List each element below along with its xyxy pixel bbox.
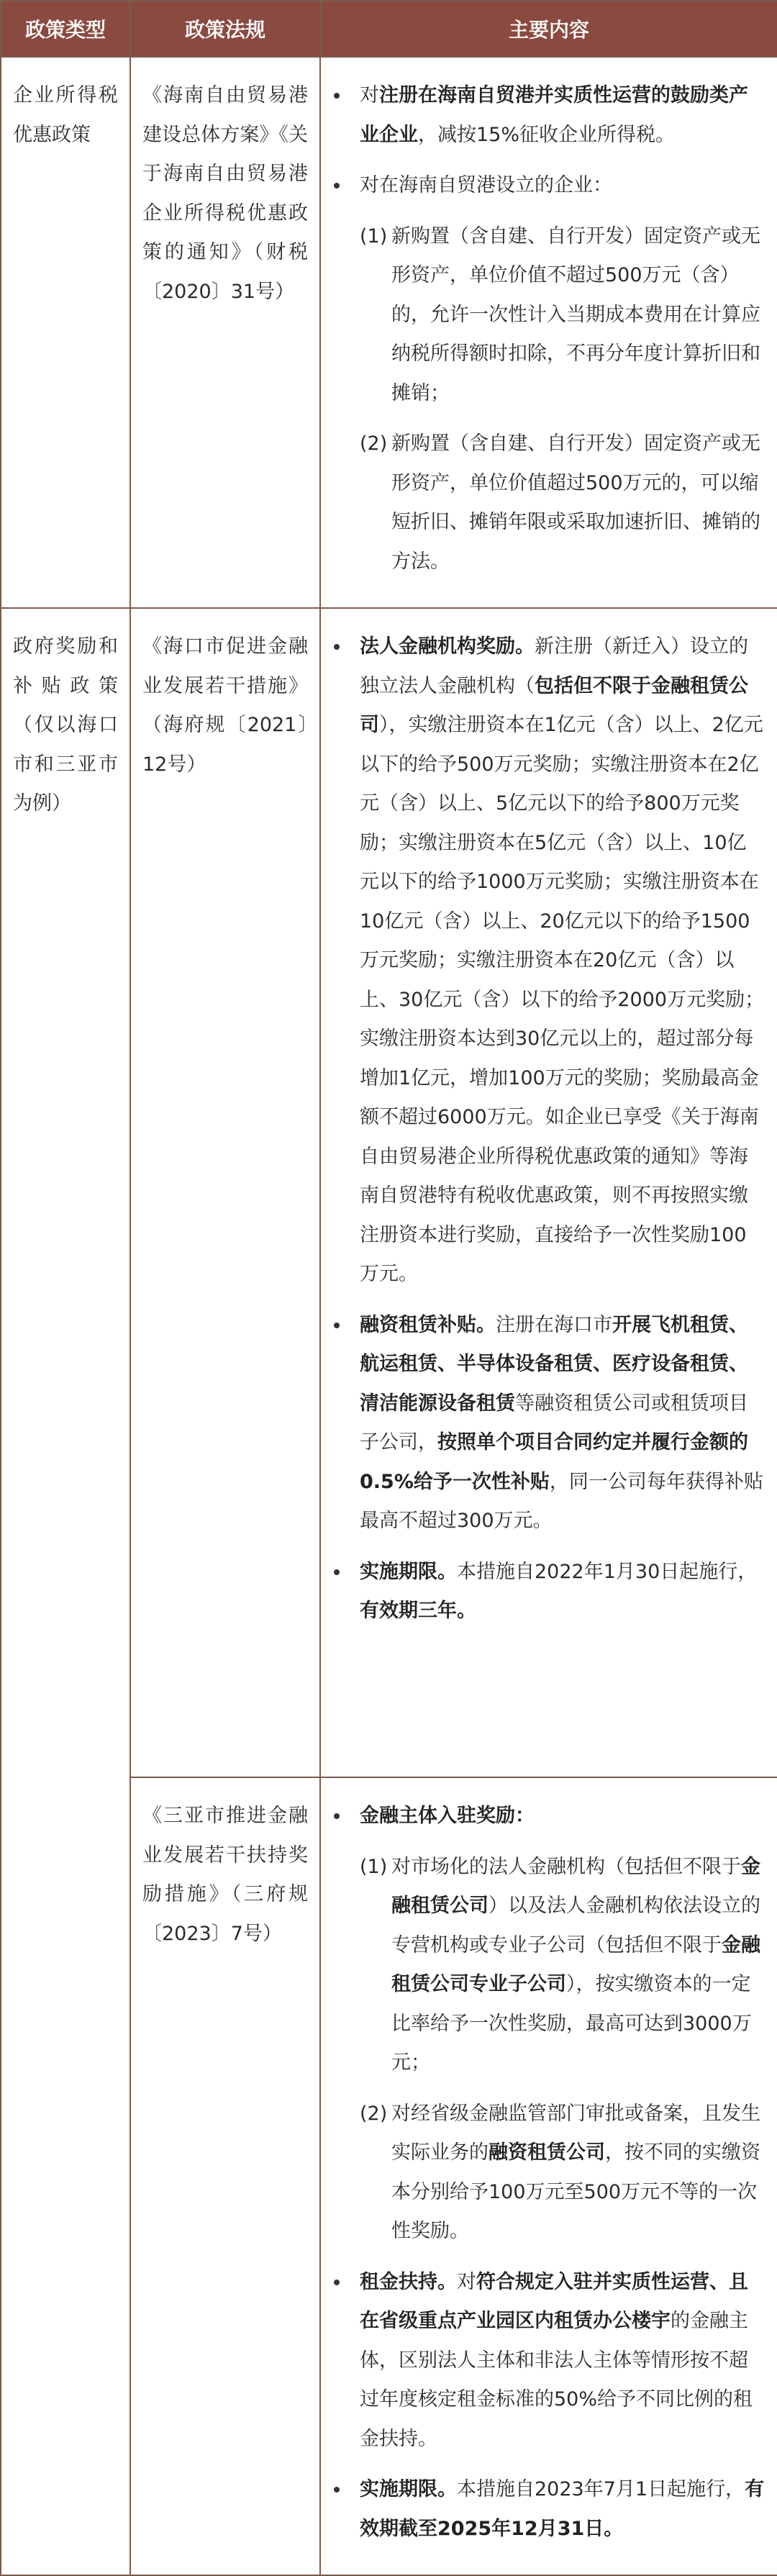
- policy-law-cell: 《海南自由贸易港建设总体方案》《关于海南自由贸易港企业所得税优惠政策的通知》（财税〔2020〕31号）: [130, 57, 320, 608]
- table-header-row: [1, 1, 777, 57]
- bullet-icon: [334, 1569, 340, 1575]
- policy-type-cell: 政府奖励和补贴政策（仅以海口市和三亚市为例）: [1, 608, 130, 2575]
- list-item: 对注册在海南自贸港并实质性运营的鼓励类产业企业，减按15%征收企业所得税。: [332, 76, 765, 155]
- list-item: 金融主体入驻奖励：: [332, 1797, 765, 1836]
- list-item: 租金扶持。对符合规定入驻并实质性运营、且在省级重点产业园区内租赁办公楼宇的金融主体，区别法人主体和非法人主体等情形按不超过年度核定租金标准的50%给予不同比例的租金扶持。: [332, 2263, 765, 2459]
- content-cell: [320, 57, 777, 608]
- header-policy-law: 政策法规: [130, 1, 320, 57]
- sub-list-item: (2) 对经省级金融监管部门审批或备案，且发生实际业务的融资租赁公司，按不同的实缴资本分别给予100万元至500万元不等的一次性奖励。: [360, 2102, 760, 2242]
- bullet-icon: [334, 1323, 340, 1328]
- policy-law-cell: 《三亚市推进金融业发展若干扶持奖励措施》（三府规〔2023〕7号）: [130, 1777, 320, 2575]
- list-item: 融资租赁补贴。注册在海口市开展飞机租赁、航运租赁、半导体设备租赁、医疗设备租赁、清洁能源设备租赁等融资租赁公司或租赁项目子公司，按照单个项目合同约定并履行金额的0.5%给予一次性补贴，同一公司每年获得补贴最高不超过300万元。: [332, 1306, 765, 1541]
- content-cell: [320, 1777, 777, 2575]
- bullet-icon: [334, 93, 340, 99]
- list-item: 法人金融机构奖励。新注册（新迁入）设立的独立法人金融机构（包括但不限于金融租赁公司），实缴注册资本在1亿元（含）以上、2亿元以下的给予500万元奖励；实缴注册资本在2亿元（含）以上、5亿元以下的给予800万元奖励；实缴注册资本在5亿元（含）以上、10亿元以下的给予1000万元奖励；实缴注册资本在10亿元（含）以上、20亿元以下的给予1500万元奖励；实缴注册资本在20亿元（含）以上、30亿元（含）以下的给予2000万元奖励；实缴注册资本达到30亿元以上的，超过部分每增加1亿元，增加100万元的奖励；奖励最高金额不超过6000万元。如企业已享受《关于海南自由贸易港企业所得税优惠政策的通知》等海南自贸港特有税收优惠政策，则不再按照实缴注册资本进行奖励，直接给予一次性奖励100万元。: [332, 627, 765, 1294]
- list-item: 对在海南自贸港设立的企业：: [332, 166, 765, 206]
- header-main-content: 主要内容: [320, 1, 777, 57]
- policy-law-cell: 《海口市促进金融业发展若干措施》（海府规〔2021〕12号）: [130, 608, 320, 1777]
- list-item: 实施期限。本措施自2023年7月1日起施行，有效期截至2025年12月31日。: [332, 2470, 765, 2549]
- sub-list-item: (1) 对市场化的法人金融机构（包括但不限于金融租赁公司）以及法人金融机构依法设立的专营机构或专业子公司（包括但不限于金融租赁公司专业子公司），按实缴资本的一定比率给予一次性奖励，最高可达到3000万元；: [360, 1855, 760, 2074]
- header-policy-type: 政策类型: [1, 1, 130, 57]
- table-row: [1, 608, 777, 1777]
- bullet-icon: [334, 2487, 340, 2493]
- policy-type-cell: 企业所得税优惠政策: [1, 57, 130, 608]
- list-item: 实施期限。本措施自2022年1月30日起施行，有效期三年。: [332, 1553, 765, 1631]
- sub-list-item: (2) 新购置（含自建、自行开发）固定资产或无形资产，单位价值超过500万元的，可以缩短折旧、摊销年限或采取加速折旧、摊销的方法。: [360, 432, 760, 573]
- sub-list-item: (1) 新购置（含自建、自行开发）固定资产或无形资产，单位价值不超过500万元（含）的，允许一次性计入当期成本费用在计算应纳税所得额时扣除，不再分年度计算折旧和摊销；: [360, 225, 760, 404]
- bullet-icon: [334, 2280, 340, 2285]
- bullet-icon: [334, 183, 340, 189]
- content-cell: [320, 608, 777, 1777]
- bullet-icon: [334, 644, 340, 650]
- table-row: [1, 57, 777, 608]
- bullet-icon: [334, 1813, 340, 1819]
